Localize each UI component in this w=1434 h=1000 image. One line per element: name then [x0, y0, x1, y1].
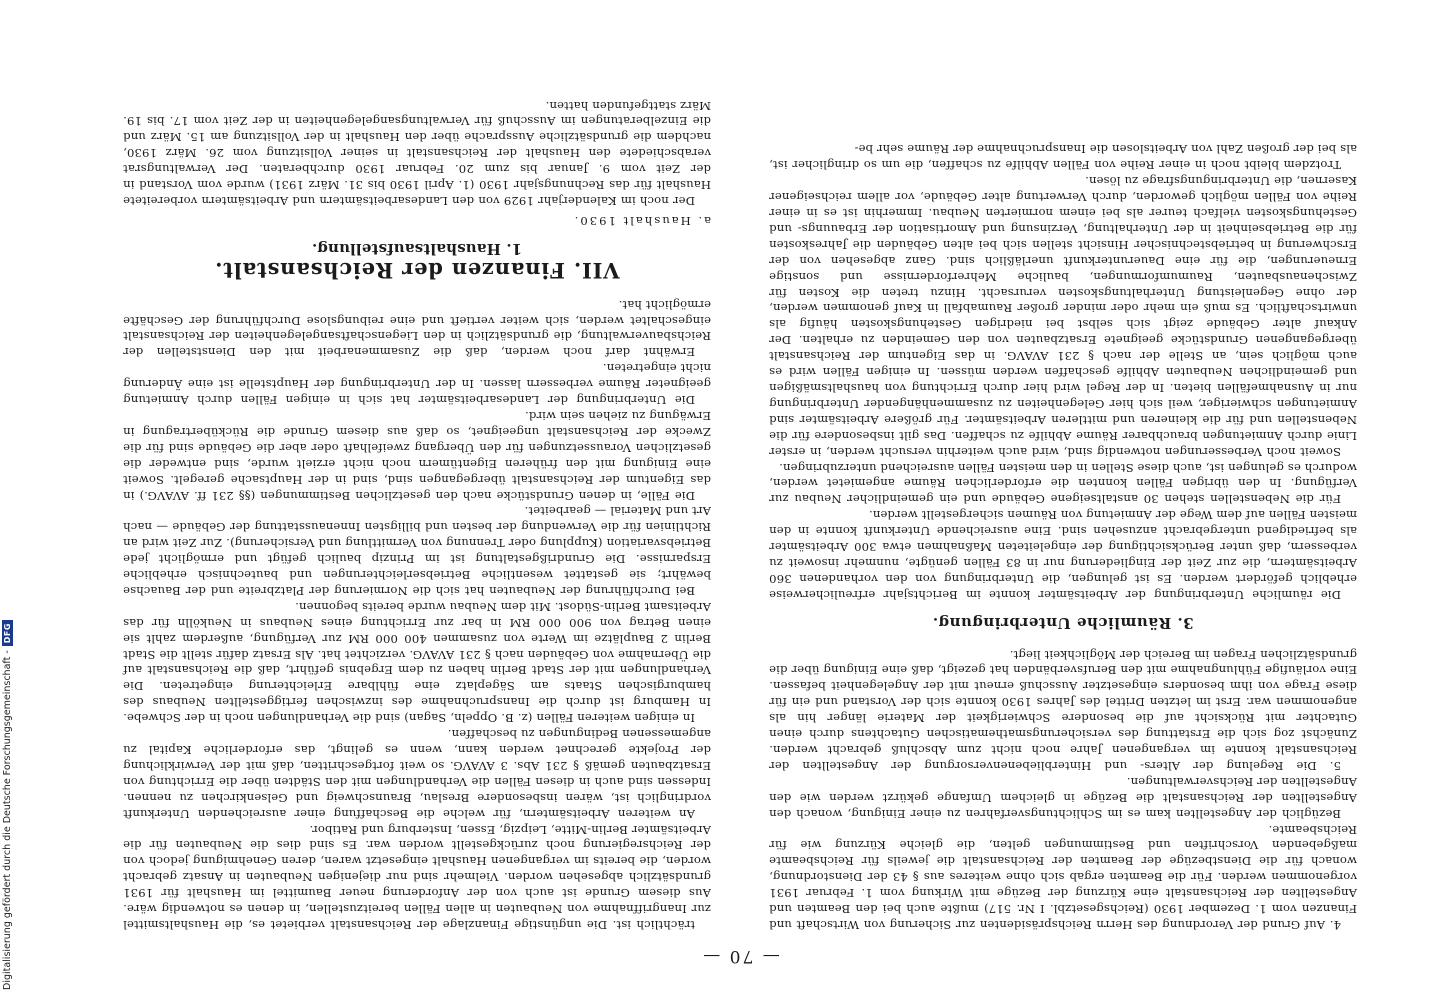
subsection-heading: 1. Haushaltsaufstellung.: [311, 239, 523, 258]
paragraph: Für die Nebenstellen stehen 30 anstaltseigene Gebäude und ein gemeindlicher Neubau zur Verfügung. In den übrigen Fällen konnten die erforderlichen Räume angemietet werden, wodurch es gelungen ist, auch diese Stellen in den meisten Fällen ausreichend unterzubringen.: [769, 460, 1357, 507]
paragraph: Soweit noch Verbesserungen notwendig sind, wird auch weiterhin versucht werden, in erster Linie durch Anmietungen brauchbarer Räume Abhilfe zu schaffen. Das gilt insbesondere für die Nebenstellen und für die kleineren und mittleren Arbeitsämter. Für größere Arbeitsämter sind Anmietungen schwieriger, weil sich hier Gelegenheiten zu zusammenhängender Unterbringung nur in Ausnahmefällen bieten. In der Regel wird hier durch Errichtung von haushaltsmäßigen und gemeindlichen Neubauten Abhilfe geschaffen werden müssen. In einigen Fällen wird es auch möglich sein, an Stelle der nach § 231 AVAVG. in das Eigentum der Reichsanstalt übergegangenen Grundstücke geeignete Ersatzbauten von den Gemeinden zu erhalten. Der Ankauf alter Gebäude zeigt sich selbst bei niedrigen Gestehungskosten häufig als unwirtschaftlich. Es muß ein mehr oder minder großer Raumabfall in Kauf genommen werden, der ohne Gegenleistung Unterhaltungskosten verursacht. Hinzu treten die Kosten für Zwischenausbauten, Raumumformungen, bauliche Mehrerfordernisse und sonstige Erneuerungen, die für eine Dauerunterkunft unerläßlich sind. Ganz abgesehen von der Erschwerung in betriebstechnischer Hinsicht stellen sich bei alten Gebäuden die Jahreskosten für die Betriebseinheit in der Unterhaltung, Verzinsung und Amortisation der Erbauungs- und Gestehungskosten vielfach teurer als bei einem normierten Neubau. Immerhin ist es in einer Reihe von Fällen möglich geworden, durch Verwertung alter Gebäude, vor allem reichseigener Kasernen, die Unterbringungsfrage zu lösen.: [769, 174, 1357, 459]
right-column: [123, 97, 711, 932]
paragraph: trächtlich ist. Die ungünstige Finanzlage der Reichsanstalt verbietet es, die Haushaltsmittel zur Inangriffnahme von Neubauten in allen Fällen bereitzustellen, in denen es notwendig wäre. Aus diesem Grunde ist auch von der Anforderung neuer Baumittel im Haushalt für 1931 grundsätzlich abgesehen worden. Vielmehr sind nur diejenigen Neubauten in Ansatz gebracht worden, die bereits im vergangenen Haushalt eingesetzt waren, deren Genehmigung jedoch von der Reichsregierung noch zurückgestellt worden war. Es sind dies die Neubauten für die Arbeitsämter Berlin-Mitte, Leipzig, Essen, Insterburg und Ratibor.: [123, 822, 711, 932]
dfg-logo: DFG: [2, 620, 13, 646]
footer-text: Digitalisierung gefördert durch die Deutsche Forschungsgemeinschaft -: [1, 650, 13, 990]
paragraph: Die Fälle, in denen Grundstücke nach den gesetzlichen Bestimmungen (§§ 231 ff. AVAVG.) in das Eigentum der Reichsanstalt übergegangen sind, sind in der Hauptsache geregelt. Soweit eine Einigung mit den früheren Eigentümern noch nicht erzielt wurde, sind entweder die gesetzlichen Voraussetzungen für den Übergang zweifelhaft oder aber die Gebäude sind für die Zwecke der Reichsanstalt ungeeignet, so daß aus diesem Grunde die Rückübertragung in Erwägung zu ziehen sein wird.: [123, 409, 711, 503]
section-heading: 3. Räumliche Unterbringung.: [932, 613, 1194, 632]
digitization-footer: [0, 0, 14, 990]
paragraph: An weiteren Arbeitsämtern, für welche die Beschaffung einer ausreichenden Unterkunft vordringlich ist, wären insbesondere Breslau, Braunschweig und Gelsenkirchen zu nennen. Indessen sind auch in diesen Fällen die Verhandlungen mit den Städten über die Errichtung von Ersatzbauten gemäß § 231 Abs. 3 AVAVG. so weit fortgeschritten, daß mit der Verwirklichung der Projekte gerechnet werden kann, wenn es gelingt, das erforderliche Kapital zu angemessenen Bedingungen zu beschaffen.: [123, 727, 711, 821]
paragraph: Der noch im Kalenderjahr 1929 von den Landesarbeitsämtern und Arbeitsämtern vorbereitete Haushalt für das Rechnungsjahr 1930 (1. April 1930 bis 31. März 1931) wurde vom Vorstand in der Zeit vom 9. Januar bis zum 20. Februar 1930 durchberaten. Der Verwaltungsrat verabschiedete den Haushalt der Reichsanstalt in seiner Vollsitzung vom 26. März 1930, nachdem die grundsätzliche Aussprache über den Haushalt in der Vollsitzung am 15. März und die Einzelberatungen im Ausschuß für Verwaltungsangelegenheiten in der Zeit vom 17. bis 19. März stattgefunden hatten.: [123, 98, 711, 209]
paragraph: Bei Durchführung der Neubauten hat sich die Normierung der Platzbreite und der Bauachse bewährt; sie gestattet wesentliche Betriebserleichterungen und bautechnisch erhebliche Ersparnisse. Die Grundrißgestaltung ist im Prinzip baulich gefügt und ermöglicht jede Betriebsvariation (Kupplung oder Trennung von Vermittlung und Versicherung). Zur Zeit wird an Richtlinien für die Verwendung der besten und billigsten Innenausstattung der Gebäude — nach Art und Material — gearbeitet.: [123, 504, 711, 598]
paragraph: In einigen weiteren Fällen (z. B. Oppeln, Sagan) sind die Verhandlungen noch in der Schwebe. In Hamburg ist durch die Inanspruchnahme des inzwischen fertiggestellten Neubaus des hamburgischen Staats am Sägeplatz eine fühlbare Erleichterung eingetreten. Die Verhandlungen mit der Stadt Berlin haben zu dem Ergebnis geführt, daß die Reichsanstalt auf die Übernahme von Gebäuden nach § 231 AVAVG. verzichtet hat. Als Ersatz dafür stellt die Stadt Berlin 2 Bauplätze im Werte von zusammen 400 000 RM zur Verfügung, außerdem zahlt sie einen Betrag von 900 000 RM in bar zur Errichtung eines Neubaus in Neukölln für das Arbeitsamt Berlin-Südost. Mit dem Neubau wurde bereits begonnen.: [123, 599, 711, 726]
subsection-label: a. Haushalt 1930.: [572, 213, 711, 228]
page-number: — 70 —: [701, 946, 780, 966]
paragraph: Trotzdem bleibt noch in einer Reihe von Fällen Abhilfe zu schaffen, die um so dringlicher ist, als bei der großen Zahl von Arbeitslosen die Inanspruchnahme der Räume sehr be-: [769, 142, 1357, 173]
left-column: [769, 141, 1357, 933]
chapter-heading: VII. Finanzen der Reichsanstalt.: [214, 257, 620, 283]
paragraph: Bezüglich der Angestellten kam es im Schlichtungsverfahren zu einer Einigung, wonach den Angestellten der Reichsanstalt die Bezüge in gleichem Umfange gekürzt werden wie den Angestellten der Reichsverwaltungen.: [769, 774, 1357, 821]
document-page: [118, 20, 1363, 970]
paragraph: Die Unterbringung der Landesarbeitsämter hat sich in einigen Fällen durch Anmietung geeigneter Räume verbessern lassen. In der Unterbringung der Hauptstelle ist eine Änderung nicht eingetreten.: [123, 361, 711, 408]
paragraph: Erwähnt darf noch werden, daß die Zusammenarbeit mit den Dienststellen der Reichsbauverwaltung, die grundsätzlich in den Liegenschaftsangelegenheiten der Reichsanstalt eingeschaltet werden, sich weiter vertieft und eine reibungslose Durchführung der Geschäfte ermöglicht hat.: [123, 297, 711, 360]
paragraph: 5. Die Regelung der Alters- und Hinterbliebenenversorgung der Angestellten der Reichsanstalt konnte im vergangenen Jahre noch nicht zum Abschluß gebracht werden. Zunächst zog sich die Erstattung des versicherungsmathematischen Gutachtens durch einen Gutachter mit Rücksicht auf die besondere Schwierigkeit der Materie länger hin als angenommen war. Erst im letzten Drittel des Jahres 1930 konnte sich der Vorstand und ein für diese Frage von ihm besonders eingesetzter Ausschuß erneut mit der Angelegenheit befassen. Eine vorläufige Fühlungnahme mit den Berufsverbänden hat gezeigt, daß eine Einigung über die grundsätzlichen Fragen im Bereich der Möglichkeit liegt.: [769, 647, 1357, 773]
paragraph: Die räumliche Unterbringung der Arbeitsämter konnte im Berichtsjahr erfreulicherweise erheblich gefördert werden. Es ist gelungen, die Unterbringung von den vorhandenen 360 Arbeitsämtern, die zur Zeit der Eingliederung nur in 83 Fällen genügte, nunmehr insoweit zu verbessern, daß unter Berücksichtigung der eingeleiteten Maßnahmen etwa 300 Arbeitsämter als befriedigend untergebracht anzusehen sind. Eine ausreichende Unterkunft konnte in den meisten Fällen auf dem Wege der Anmietung von Räumen sichergestellt werden.: [769, 508, 1357, 602]
paragraph: 4. Auf Grund der Verordnung des Herrn Reichspräsidenten zur Sicherung von Wirtschaft und Finanzen vom 1. Dezember 1930 (Reichsgesetzbl. I Nr. 517) mußte auch bei den Beamten und Angestellten der Reichsanstalt eine Kürzung der Bezüge mit Wirkung vom 1. Februar 1931 vorgenommen werden. Für die Beamten ergab sich ohne weiteres aus § 43 der Dienstordnung, wonach für die Dienstbezüge der Beamten der Reichsanstalt die jeweils für Reichsbeamte maßgebenden Vorschriften und Bestimmungen gelten, die gleiche Kürzung wie für Reichsbeamte.: [769, 822, 1357, 932]
